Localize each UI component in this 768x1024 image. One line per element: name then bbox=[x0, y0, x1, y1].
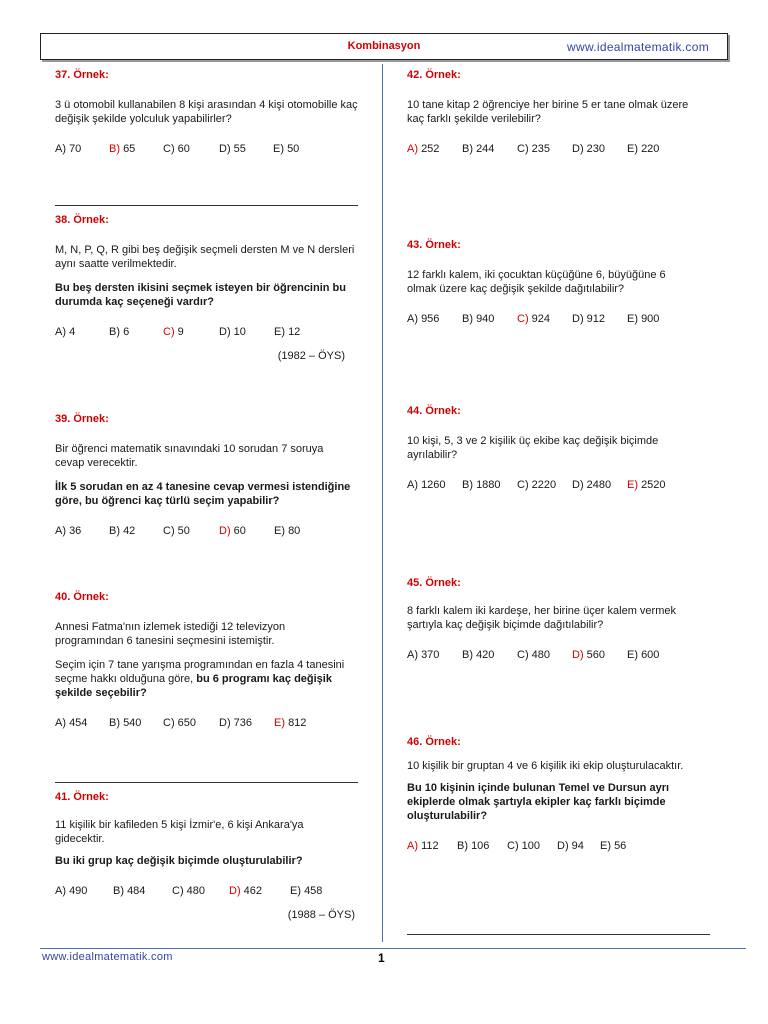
question-39 bbox=[55, 412, 365, 538]
option-a[interactable]: A) 4 bbox=[55, 326, 76, 338]
question-prompt: Bu 10 kişinin içinde bulunan Temel ve Dursun ayrı ekiplerde olmak şartıyla ekipler kaç farklı biçimde oluşturulabilir? bbox=[407, 782, 670, 822]
option-e[interactable]: E) 458 bbox=[290, 885, 323, 897]
option-b[interactable]: B) 42 bbox=[109, 525, 136, 537]
option-d[interactable]: D) 736 bbox=[219, 717, 253, 729]
option-a[interactable]: A) 370 bbox=[407, 649, 440, 661]
options-row bbox=[55, 325, 355, 339]
question-43 bbox=[407, 238, 717, 326]
option-d[interactable]: D) 912 bbox=[572, 313, 606, 325]
question-text: 12 farklı kalem, iki çocuktan küçüğüne 6, büyüğüne 6 olmak üzere kaç değişik şekilde dağıtılabilir? bbox=[407, 269, 666, 295]
option-c[interactable]: C) 9 bbox=[163, 326, 184, 338]
question-title: 46. Örnek: bbox=[407, 736, 461, 748]
question-text-2: Seçim için 7 tane yarışma programından en fazla 4 tanesini seçme hakkı olduğuna göre, bu 6 programı kaç değişik şekilde seçebilir? bbox=[55, 659, 345, 699]
option-c[interactable]: C) 480 bbox=[172, 885, 206, 897]
option-c[interactable]: C) 50 bbox=[163, 525, 190, 537]
question-44 bbox=[407, 404, 717, 492]
option-d[interactable]: D) 230 bbox=[572, 143, 606, 155]
option-b[interactable]: B) 484 bbox=[113, 885, 146, 897]
options-row bbox=[407, 839, 717, 853]
option-d[interactable]: D) 60 bbox=[219, 525, 246, 537]
option-c[interactable]: C) 924 bbox=[517, 313, 551, 325]
options-row bbox=[407, 142, 717, 156]
option-a[interactable]: A) 1260 bbox=[407, 479, 446, 491]
options-row bbox=[55, 884, 365, 898]
question-prompt: Bu iki grup kaç değişik biçimde oluşturulabilir? bbox=[55, 855, 303, 867]
question-text: 10 kişi, 5, 3 ve 2 kişilik üç ekibe kaç değişik biçimde ayrılabilir? bbox=[407, 435, 659, 461]
option-b[interactable]: B) 106 bbox=[457, 840, 490, 852]
options-row bbox=[407, 478, 717, 492]
option-b[interactable]: B) 6 bbox=[109, 326, 130, 338]
option-a[interactable]: A) 112 bbox=[407, 840, 439, 852]
question-text: 8 farklı kalem iki kardeşe, her birine üçer kalem vermek şartıyla kaç değişik biçimde dağıtılabilir? bbox=[407, 605, 676, 631]
option-e[interactable]: E) 50 bbox=[273, 143, 300, 155]
option-e[interactable]: E) 2520 bbox=[627, 479, 666, 491]
options-row bbox=[407, 648, 717, 662]
question-45 bbox=[407, 576, 717, 662]
option-d[interactable]: D) 2480 bbox=[572, 479, 612, 491]
separator-line bbox=[55, 782, 358, 783]
option-e[interactable]: E) 812 bbox=[274, 717, 307, 729]
option-c[interactable]: C) 2220 bbox=[517, 479, 557, 491]
option-d[interactable]: D) 10 bbox=[219, 326, 246, 338]
option-b[interactable]: B) 1880 bbox=[462, 479, 501, 491]
option-c[interactable]: C) 650 bbox=[163, 717, 197, 729]
separator-line bbox=[55, 205, 358, 206]
option-e[interactable]: E) 900 bbox=[627, 313, 660, 325]
option-b[interactable]: B) 244 bbox=[462, 143, 495, 155]
option-c[interactable]: C) 60 bbox=[163, 143, 190, 155]
question-text: 3 ü otomobil kullanabilen 8 kişi arasından 4 kişi otomobille kaç değişik şekilde yolculuk yapabilirler? bbox=[55, 99, 358, 125]
question-title: 43. Örnek: bbox=[407, 239, 461, 251]
question-title: 40. Örnek: bbox=[55, 591, 109, 603]
option-c[interactable]: C) 235 bbox=[517, 143, 551, 155]
question-title: 44. Örnek: bbox=[407, 405, 461, 417]
footer-site-link[interactable]: www.idealmatematik.com bbox=[42, 951, 173, 963]
question-title: 41. Örnek: bbox=[55, 791, 109, 803]
question-title: 37. Örnek: bbox=[55, 69, 109, 81]
page-header bbox=[40, 33, 728, 60]
option-e[interactable]: E) 220 bbox=[627, 143, 660, 155]
source-note: (1988 – ÖYS) bbox=[287, 909, 355, 921]
option-b[interactable]: B) 420 bbox=[462, 649, 495, 661]
option-b[interactable]: B) 65 bbox=[109, 143, 136, 155]
header-site-link[interactable]: www.idealmatematik.com bbox=[567, 40, 709, 54]
question-title: 42. Örnek: bbox=[407, 69, 461, 81]
option-a[interactable]: A) 454 bbox=[55, 717, 88, 729]
question-text: M, N, P, Q, R gibi beş değişik seçmeli dersten M ve N dersleri aynı saatte verilmektedir. bbox=[55, 244, 355, 270]
question-46 bbox=[407, 735, 717, 853]
question-38 bbox=[55, 213, 355, 363]
question-text: Annesi Fatma'nın izlemek istediği 12 televizyon programından 6 tanesini seçmesini istemiştir. bbox=[55, 621, 286, 647]
question-42 bbox=[407, 68, 717, 156]
option-c[interactable]: C) 100 bbox=[507, 840, 541, 852]
question-prompt: Bu beş dersten ikisini seçmek isteyen bir öğrencinin bu durumda kaç seçeneği vardır? bbox=[55, 282, 346, 308]
option-a[interactable]: A) 956 bbox=[407, 313, 440, 325]
question-prompt: İlk 5 sorudan en az 4 tanesine cevap vermesi istendiğine göre, bu öğrenci kaç türlü seçim yapabilir? bbox=[55, 481, 351, 507]
option-e[interactable]: E) 12 bbox=[274, 326, 301, 338]
question-text: Bir öğrenci matematik sınavındaki 10 sorudan 7 soruya cevap verecektir. bbox=[55, 443, 324, 469]
option-d[interactable]: D) 94 bbox=[557, 840, 584, 852]
option-a[interactable]: A) 70 bbox=[55, 143, 82, 155]
options-row bbox=[407, 312, 717, 326]
question-37 bbox=[55, 68, 365, 156]
option-b[interactable]: B) 540 bbox=[109, 717, 142, 729]
option-e[interactable]: E) 600 bbox=[627, 649, 660, 661]
option-e[interactable]: E) 80 bbox=[274, 525, 301, 537]
option-d[interactable]: D) 560 bbox=[572, 649, 606, 661]
separator-line bbox=[407, 934, 710, 935]
option-a[interactable]: A) 490 bbox=[55, 885, 88, 897]
question-title: 45. Örnek: bbox=[407, 577, 461, 589]
option-d[interactable]: D) 55 bbox=[219, 143, 246, 155]
source-note: (1982 – ÖYS) bbox=[277, 350, 345, 362]
question-title: 38. Örnek: bbox=[55, 214, 109, 226]
question-41 bbox=[55, 790, 365, 922]
question-text: 10 tane kitap 2 öğrenciye her birine 5 er tane olmak üzere kaç farklı şekilde verilebilir? bbox=[407, 99, 689, 125]
page-title: Kombinasyon bbox=[347, 40, 421, 52]
question-text: 10 kişilik bir gruptan 4 ve 6 kişilik iki ekip oluşturulacaktır. bbox=[407, 760, 684, 772]
question-text: 11 kişilik bir kafileden 5 kişi İzmir'e, 6 kişi Ankara'ya gidecektir. bbox=[55, 819, 304, 845]
column-divider bbox=[382, 64, 383, 942]
options-row bbox=[55, 524, 365, 538]
option-a[interactable]: A) 36 bbox=[55, 525, 82, 537]
page-number: 1 bbox=[378, 951, 385, 965]
question-40 bbox=[55, 590, 365, 730]
options-row bbox=[55, 716, 365, 730]
options-row bbox=[55, 142, 365, 156]
option-d[interactable]: D) 462 bbox=[229, 885, 263, 897]
option-b[interactable]: B) 940 bbox=[462, 313, 495, 325]
footer-rule bbox=[40, 948, 746, 949]
option-a[interactable]: A) 252 bbox=[407, 143, 440, 155]
option-c[interactable]: C) 480 bbox=[517, 649, 551, 661]
option-e[interactable]: E) 56 bbox=[600, 840, 627, 852]
question-title: 39. Örnek: bbox=[55, 413, 109, 425]
